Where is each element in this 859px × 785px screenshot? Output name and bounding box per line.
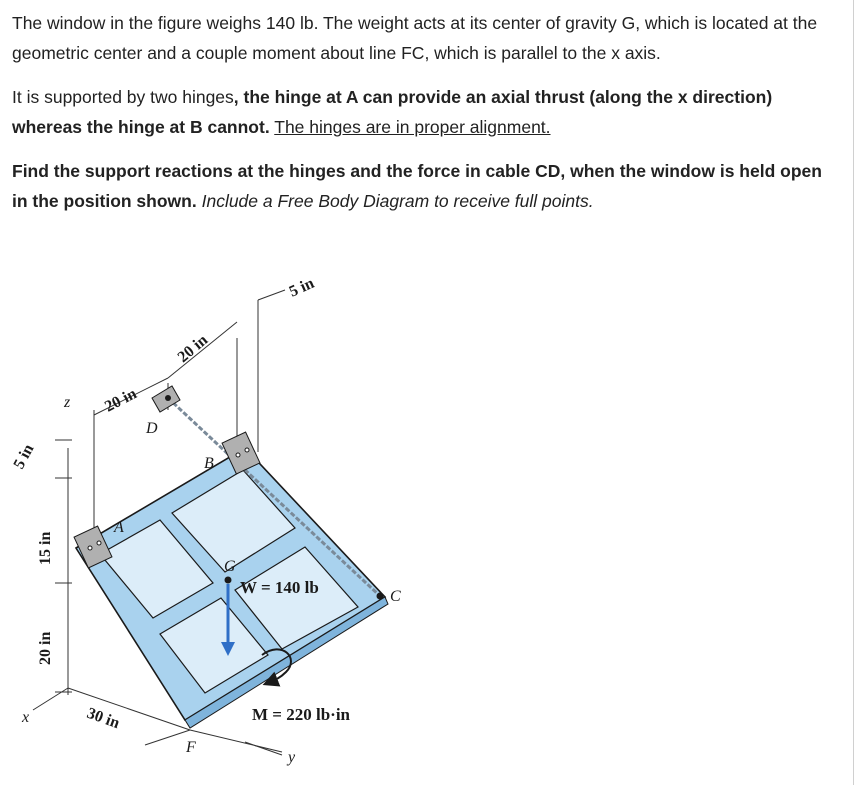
problem-paragraph-2	[12, 82, 842, 142]
window-figure	[0, 260, 852, 780]
problem-paragraph-1	[12, 8, 842, 68]
point-label-b: B	[204, 455, 214, 472]
left-dimension-ticks	[55, 440, 72, 692]
moment-label: M = 220 lb·in	[252, 705, 351, 724]
problem-statement	[12, 8, 842, 230]
problem-text-2-bold: , the hinge at A can provide an axial thrust (along the x direction) whereas the hinge at B cannot.	[12, 87, 773, 137]
point-label-f: F	[186, 739, 196, 756]
problem-text-2-underline: The hinges are in proper alignment.	[274, 117, 551, 137]
point-label-a: A	[114, 519, 124, 536]
dim-label-20in-a: 20 in	[102, 385, 140, 416]
dim-line-5in	[258, 290, 285, 300]
point-label-c: C	[390, 588, 401, 605]
weight-label: W = 140 lb	[240, 578, 319, 597]
point-g-dot	[225, 577, 232, 584]
dim-label-15in: 15 in	[37, 531, 54, 565]
problem-text-3-bold: Find the support reactions at the hinges and the force in cable CD, when the window is held open in the position shown.	[12, 161, 822, 211]
problem-paragraph-3	[12, 156, 842, 216]
window-panel	[76, 448, 388, 728]
page-right-rule	[853, 0, 854, 785]
anchor-d	[152, 386, 180, 412]
point-c-dot	[377, 593, 384, 600]
dim-label-30in: 30 in	[84, 704, 122, 733]
axis-label-x: x	[22, 709, 30, 726]
ground-line-fy	[190, 730, 282, 752]
axis-label-y: y	[288, 749, 296, 766]
ground-line-left	[33, 688, 68, 710]
axis-label-z: z	[64, 394, 71, 411]
ground-line-30in	[145, 730, 190, 745]
dim-label-20in-left: 20 in	[37, 631, 54, 665]
dim-label-5in-left: 5 in	[10, 441, 38, 472]
problem-text-1: The window in the figure weighs 140 lb. The weight acts at its center of gravity G, which is located at the geometric center and a couple moment about line FC, which is parallel to the x axis.	[12, 13, 818, 63]
problem-text-2-plain: It is supported by two hinges	[12, 87, 234, 107]
ground-line-y	[245, 742, 282, 755]
point-label-d: D	[146, 420, 158, 437]
point-label-g: G	[224, 558, 236, 575]
problem-text-3-italic: Include a Free Body Diagram to receive full points.	[201, 191, 594, 211]
dim-label-20in-b: 20 in	[174, 331, 212, 367]
dim-label-5in-top: 5 in	[286, 274, 317, 301]
